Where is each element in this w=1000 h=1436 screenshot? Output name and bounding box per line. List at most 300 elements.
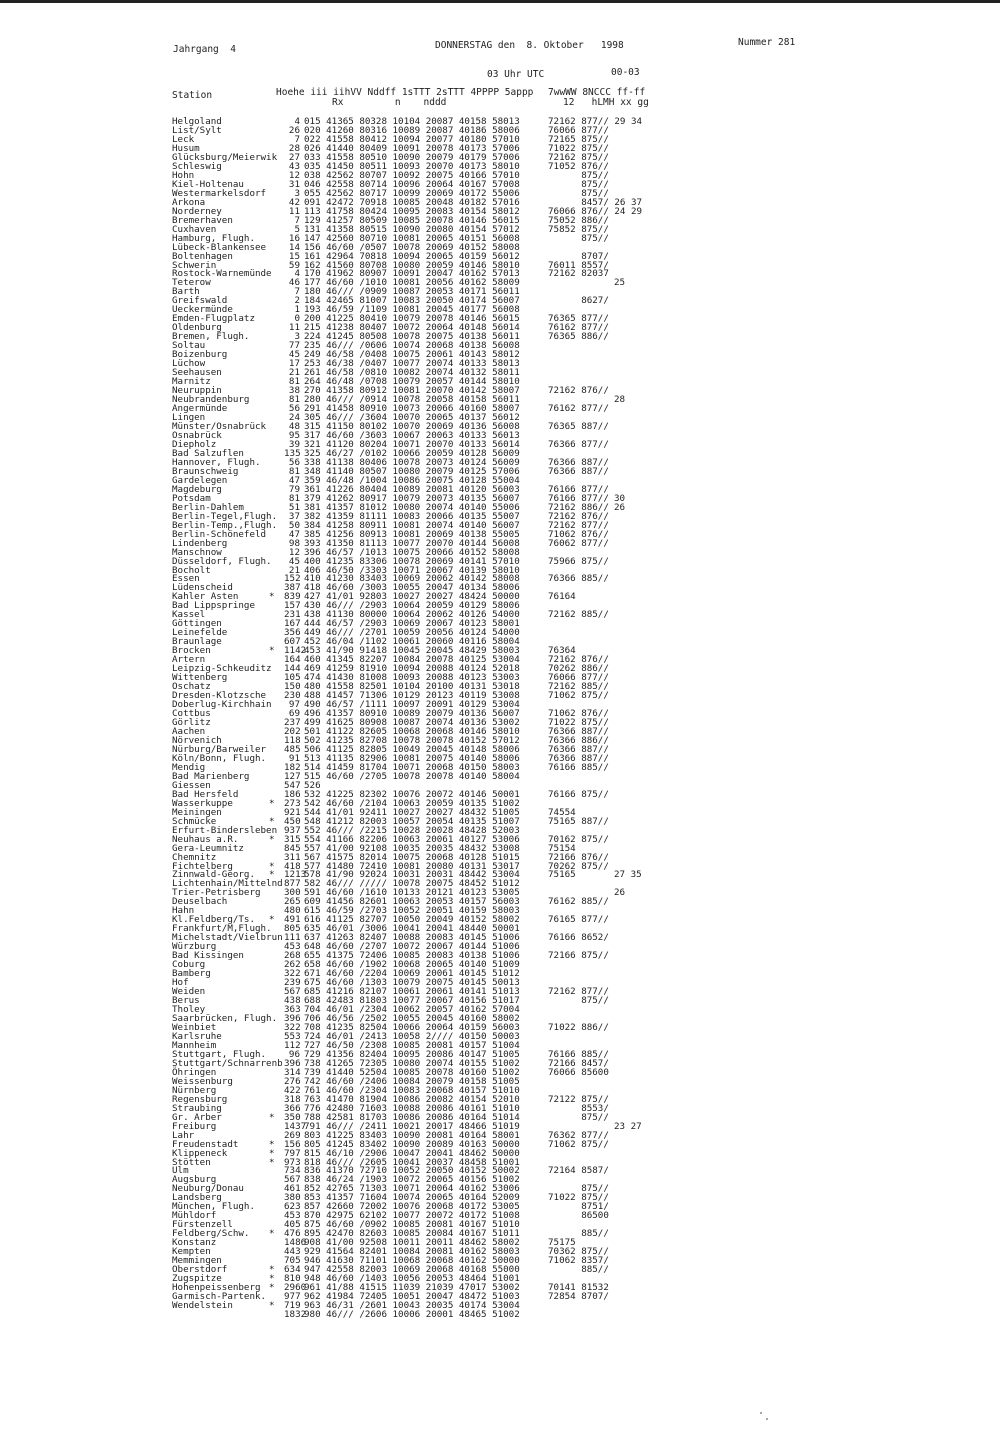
station-name: Aachen (172, 725, 206, 737)
synop-groups: 348 41140 80507 10080 20079 40125 57006 (304, 465, 520, 477)
synop-groups: 400 41235 83306 10078 20069 40141 57010 (304, 555, 520, 567)
synop-groups: 980 46/// /2606 10006 20001 48465 51002 (304, 1309, 520, 1320)
station-name: Norderney (172, 205, 222, 217)
station-name: Michelstadt/Vielbrun (172, 932, 283, 944)
station-name: Stuttgart, Flugh. (172, 1048, 267, 1060)
synop-groups: 410 41230 83403 10069 20062 40142 58008 (304, 573, 520, 585)
station-name: Kassel (172, 609, 206, 621)
synop-groups: 091 42472 70918 10085 20048 40182 57016 (304, 196, 520, 208)
weather-groups: 76066 876// 24 29 (548, 205, 643, 217)
station-height: 11 (288, 322, 300, 334)
station-name: Chemnitz (172, 851, 217, 863)
time-range-label: 00-03 (611, 67, 640, 78)
station-height: 51 (288, 501, 300, 513)
weather-groups: 76066 877// (548, 124, 609, 136)
synop-groups: 655 41375 72406 10085 20083 40138 51006 (304, 950, 520, 962)
station-name: Schleswig (172, 160, 222, 172)
station-height: 3 (294, 187, 300, 199)
weather-groups: 71022 875// (548, 142, 609, 154)
station-height: 112 (284, 1039, 301, 1051)
station-name: Helgoland (172, 116, 222, 127)
synop-groups: 253 46/38 /0407 10077 20074 40133 58013 (304, 358, 520, 370)
station-height: 547 (284, 779, 301, 791)
weather-groups: 71022 875// (548, 716, 609, 728)
synop-groups: 552 46/// /2215 10028 20028 48428 52003 (304, 824, 520, 836)
station-column-header: Station (172, 90, 213, 101)
synop-groups: 582 46/// ///// 10078 20075 48452 51012 (304, 878, 520, 890)
station-name: Stuttgart/Schnarrenb (172, 1057, 283, 1069)
station-height: 81 (288, 394, 300, 406)
station-name: Meiningen (172, 806, 222, 818)
weather-groups: 72162 876// (548, 510, 609, 522)
weather-groups: 76166 885// (548, 1048, 609, 1060)
station-height: 38 (288, 385, 300, 397)
station-name: Kahler Asten (172, 591, 239, 603)
station-name: Nörvenich (172, 734, 222, 746)
station-name: Erfurt-Bindersleben (172, 824, 278, 836)
synop-groups: 637 41263 82407 10088 20083 40145 51006 (304, 932, 520, 944)
synop-groups: 406 46/50 /3303 10071 20067 40139 58010 (304, 564, 520, 576)
station-height: 231 (284, 609, 301, 621)
weather-groups: 72162 82037 (548, 268, 609, 280)
station-name: Giessen (172, 779, 211, 791)
synop-groups: 870 42975 62102 10077 20072 40172 51008 (304, 1210, 520, 1222)
station-name: Bremerhaven (172, 214, 233, 226)
synop-groups: 929 41564 82401 10084 20081 40162 58003 (304, 1246, 520, 1258)
synop-groups: 382 41359 81111 10083 20066 40135 55007 (304, 510, 520, 522)
station-height: 7 (294, 133, 300, 145)
station-height: 182 (284, 761, 301, 773)
synop-groups: 526 (304, 779, 321, 791)
station-height: 0 (294, 313, 300, 325)
mountain-marker: * (269, 1300, 275, 1312)
measurement-column-subheaders: Rx n nddd (332, 97, 447, 108)
station-name: Oldenburg (172, 322, 222, 334)
mountain-marker: * (269, 1147, 275, 1159)
station-height: 314 (284, 1066, 301, 1078)
station-name: Wasserkuppe (172, 797, 233, 809)
station-name: Hohenpeissenberg (172, 1282, 261, 1294)
scan-speck (760, 1412, 762, 1414)
station-name: Öhringen (172, 1066, 217, 1078)
station-height: 56 (288, 403, 300, 415)
synop-groups: 193 46/59 /1109 10081 20045 40177 56008 (304, 304, 520, 316)
synop-groups: 249 46/58 /0408 10075 20061 40143 58012 (304, 349, 520, 361)
weather-groups: 76011 8557/ (548, 259, 609, 271)
station-name: Wendelstein (172, 1300, 233, 1312)
weather-groups: 875// (548, 1111, 609, 1123)
station-name: Manschnow (172, 546, 222, 558)
station-height: 186 (284, 788, 301, 800)
station-height: 1213 (284, 869, 307, 881)
synop-groups: 046 42558 80714 10096 20064 40167 57008 (304, 178, 520, 190)
synop-groups: 776 42480 71603 10088 20086 40161 51010 (304, 1102, 520, 1114)
weather-groups: 76162 877// (548, 322, 609, 334)
station-height: 634 (284, 1264, 301, 1276)
station-height: 476 (284, 1228, 301, 1240)
station-height: 366 (284, 1102, 301, 1114)
station-name: Gr. Arber (172, 1111, 222, 1123)
synop-groups: 460 41345 82207 10084 20078 40125 53004 (304, 654, 520, 666)
station-name: Freiburg (172, 1120, 217, 1132)
synop-groups: 418 46/60 /3003 10055 20047 40134 58006 (304, 582, 520, 594)
synop-groups: 291 41458 80910 10073 20066 40160 58007 (304, 403, 520, 415)
weather-groups: 76066 85600 (548, 1066, 609, 1078)
weather-groups: 71022 875// (548, 1192, 609, 1204)
station-name: Leinefelde (172, 627, 228, 639)
station-name: Teterow (172, 277, 211, 289)
station-height: 56 (288, 456, 300, 468)
synop-groups: 444 46/57 /2903 10069 20067 40123 58001 (304, 618, 520, 630)
synop-groups: 161 42964 70818 10094 20065 40159 56012 (304, 250, 520, 262)
station-height: 380 (284, 1192, 301, 1204)
weather-groups: 74554 (548, 806, 576, 818)
station-height: 2960 (284, 1282, 307, 1294)
weather-groups: 70362 875// (548, 1246, 609, 1258)
synop-groups: 788 42581 81703 10086 20086 40164 51014 (304, 1111, 520, 1123)
synop-groups: 738 41265 72305 10080 20074 40155 51002 (304, 1057, 520, 1069)
station-name: Bad Salzuflen (172, 447, 244, 459)
synop-groups: 452 46/04 /1102 10061 20060 40116 58004 (304, 636, 520, 648)
synop-groups: 591 46/60 /1610 10133 20121 40123 53005 (304, 887, 520, 899)
station-height: 46 (288, 277, 300, 289)
weather-groups: 76366 887// (548, 465, 609, 477)
station-name: München, Flugh. (172, 1201, 255, 1213)
synop-groups: 554 41166 82206 10063 20061 40127 53006 (304, 833, 520, 845)
station-name: Hohn (172, 169, 195, 181)
measurement-column-headers: Hoehe iii iihVV Nddff 1sTTT 2sTTT 4PPPP 5appp (276, 87, 534, 98)
station-height: 111 (284, 932, 301, 944)
synop-groups: 513 41135 82906 10081 20075 40140 58006 (304, 752, 520, 764)
station-height: 12 (288, 169, 300, 181)
synop-groups: 567 41575 82014 10075 20068 40128 51015 (304, 851, 520, 863)
weather-groups: 71062 8357/ (548, 1255, 609, 1267)
station-height: 422 (284, 1084, 301, 1096)
station-name: Lübeck-Blankensee (172, 241, 267, 253)
synop-groups: 022 41558 80412 10094 20077 40180 57010 (304, 133, 520, 145)
station-name: Ueckermünde (172, 304, 233, 316)
station-height: 7 (294, 214, 300, 226)
station-name: Mühldorf (172, 1210, 217, 1222)
station-height: 805 (284, 923, 301, 935)
station-name: Lahr (172, 1129, 195, 1141)
station-height: 438 (284, 995, 301, 1007)
synop-groups: 147 42560 80710 10081 20065 40151 56008 (304, 232, 520, 244)
synop-groups: 688 42483 81803 10077 20067 40156 51017 (304, 995, 520, 1007)
weather-groups: 76366 887// (548, 752, 609, 764)
extra-groups: 30 (614, 492, 626, 504)
mountain-marker: * (269, 815, 275, 827)
station-name: Berlin-Schönefeld (172, 528, 267, 540)
weather-groups: 76062 877// (548, 537, 609, 549)
synop-groups: 724 46/01 /2413 10058 2//// 40150 50003 (304, 1030, 520, 1042)
synop-groups: 384 41258 80911 10081 20074 40140 56007 (304, 519, 520, 531)
station-name: Bad Hersfeld (172, 788, 239, 800)
synop-groups: 685 41216 82107 10061 20061 40141 51013 (304, 986, 520, 998)
synop-groups: 162 41560 80708 10080 20059 40146 58010 (304, 259, 520, 271)
synop-groups: 453 41/90 91418 10045 20045 48429 58003 (304, 645, 520, 657)
weather-groups: 72122 875// (548, 1093, 609, 1105)
synop-groups: 379 41262 80917 10079 20073 40135 56007 (304, 492, 520, 504)
station-name: Oberstdorf (172, 1264, 228, 1276)
station-height: 91 (288, 752, 300, 764)
synop-groups: 170 41962 80907 10091 20047 40162 57013 (304, 268, 520, 280)
weather-groups: 885// (548, 1228, 609, 1240)
station-height: 27 (288, 151, 300, 163)
station-name: Weinbiet (172, 1021, 217, 1033)
station-height: 453 (284, 1210, 301, 1222)
station-name: Potsdam (172, 492, 211, 504)
station-name: Straubing (172, 1102, 222, 1114)
synop-groups: 739 41440 52504 10085 20078 40160 51002 (304, 1066, 520, 1078)
synop-groups: 805 41245 83402 10090 20089 40163 50000 (304, 1138, 520, 1150)
weather-groups: 71062 876// (548, 708, 609, 720)
station-height: 96 (288, 1048, 300, 1060)
synop-groups: 615 46/59 /2703 10052 20051 40159 58003 (304, 905, 520, 917)
station-height: 28 (288, 142, 300, 154)
station-height: 453 (284, 941, 301, 953)
weather-groups: 8627/ (548, 295, 609, 307)
station-height: 127 (284, 770, 301, 782)
station-height: 135 (284, 447, 301, 459)
station-name: Düsseldorf, Flugh. (172, 555, 272, 567)
weather-groups: 70162 875// (548, 833, 609, 845)
synop-groups: 035 41450 80511 10093 20070 40173 58010 (304, 160, 520, 172)
weather-groups: 75175 (548, 1237, 576, 1249)
synop-groups: 616 41125 82707 10050 20049 40152 58002 (304, 914, 520, 926)
weather-groups: 75165 887// (548, 815, 609, 827)
synop-groups: 438 41130 80000 10064 20062 40126 54000 (304, 609, 520, 621)
synop-groups: 321 41120 80204 10071 20070 40133 56014 (304, 438, 520, 450)
station-height: 977 (284, 1291, 301, 1303)
synop-groups: 875 46/60 /0902 10085 20081 40167 51010 (304, 1219, 520, 1231)
synop-groups: 578 41/90 92024 10031 20031 48442 53004 (304, 869, 520, 881)
weather-groups: 86500 (548, 1210, 609, 1222)
weather-groups: 72162 875// (548, 151, 609, 163)
station-height: 734 (284, 1165, 301, 1177)
station-name: Brocken (172, 645, 211, 657)
station-name: Berlin-Temp.,Flugh. (172, 519, 278, 531)
weather-groups: 75154 (548, 842, 576, 854)
station-height: 144 (284, 663, 301, 675)
weather-groups: 72162 877// (548, 519, 609, 531)
station-height: 318 (284, 1093, 301, 1105)
station-height: 24 (288, 412, 300, 423)
station-name: Klippeneck (172, 1147, 228, 1159)
station-height: 567 (284, 1174, 301, 1186)
synop-groups: 727 46/50 /2308 10085 20081 40157 51004 (304, 1039, 520, 1051)
station-name: Emden-Flugplatz (172, 313, 255, 325)
station-height: 705 (284, 1255, 301, 1267)
synop-groups: 499 41625 80908 10087 20074 40136 53002 (304, 716, 520, 728)
station-name: Weiden (172, 986, 206, 998)
station-name: Doberlug-Kirchhain (172, 699, 272, 711)
station-height: 623 (284, 1201, 301, 1213)
station-height: 396 (284, 1057, 301, 1069)
station-height: 42 (288, 196, 300, 208)
station-height: 311 (284, 851, 301, 863)
mountain-marker: * (269, 914, 275, 926)
station-name: Braunschweig (172, 465, 239, 477)
weather-groups: 76362 877// (548, 1129, 609, 1141)
station-name: Fürstenzell (172, 1219, 233, 1231)
station-name: Würzburg (172, 941, 217, 953)
synop-column-subheaders: 12 hLMH xx gg (563, 97, 649, 108)
station-height: 387 (284, 582, 301, 594)
weather-groups: 72166 8457/ (548, 1057, 609, 1069)
station-name: Husum (172, 142, 200, 154)
extra-groups: 26 (614, 887, 626, 899)
jahrgang-label: Jahrgang 4 (173, 44, 236, 55)
station-height: 797 (284, 1147, 301, 1159)
weather-groups: 71062 875// (548, 690, 609, 702)
station-name: Zinnwald-Georg. (172, 869, 255, 881)
station-name: Bad Marienberg (172, 770, 250, 782)
station-height: 97 (288, 699, 300, 711)
station-name: Rostock-Warnemünde (172, 268, 272, 280)
station-name: Bocholt (172, 564, 211, 576)
synop-groups: 515 46/60 /2705 10078 20078 40140 58004 (304, 770, 520, 782)
station-height: 443 (284, 1246, 301, 1258)
synop-groups: 838 46/24 /1903 10072 20065 40156 51002 (304, 1174, 520, 1186)
station-name: Schwerin (172, 259, 217, 271)
station-height: 45 (288, 349, 300, 361)
station-name: Konstanz (172, 1237, 217, 1249)
synop-groups: 270 41358 80912 10081 20070 40142 58007 (304, 385, 520, 397)
mountain-marker: * (269, 591, 275, 603)
station-height: 16 (288, 232, 300, 244)
synop-groups: 852 42765 71303 10071 20064 40162 53006 (304, 1183, 520, 1195)
station-name: Fichtelberg (172, 860, 233, 872)
synop-groups: 055 42562 80717 10099 20069 40172 55006 (304, 187, 520, 199)
weather-groups: 76366 886// (548, 734, 609, 746)
weather-groups: 76166 877// (548, 492, 609, 504)
synop-groups: 506 41125 82805 10049 20045 40148 58006 (304, 743, 520, 755)
weather-groups: 72166 876// (548, 851, 609, 863)
station-name: Berlin-Dahlem (172, 501, 244, 513)
synop-column-headers: 7wwWW 8NCCC ff-ff (548, 87, 646, 98)
station-height: 450 (284, 815, 301, 827)
station-name: Bad Kissingen (172, 950, 244, 962)
extra-groups: 27 35 (614, 869, 642, 881)
synop-groups: 449 46/// /2701 10059 20056 40124 54000 (304, 627, 520, 639)
weather-groups: 76162 877// (548, 403, 609, 415)
station-height: 50 (288, 519, 300, 531)
station-height: 1832 (284, 1309, 307, 1320)
station-name: Artern (172, 654, 206, 666)
weather-groups: 76066 877// (548, 672, 609, 684)
synop-groups: 359 46/48 /1004 10086 20075 40128 55004 (304, 474, 520, 486)
weather-groups: 72165 875// (548, 133, 609, 145)
station-name: Magdeburg (172, 483, 222, 495)
station-name: Neuruppin (172, 385, 222, 397)
station-name: Kempten (172, 1246, 211, 1258)
mountain-marker: * (269, 1282, 275, 1294)
mountain-marker: * (269, 833, 275, 845)
station-height: 265 (284, 896, 301, 908)
weather-groups: 875// (548, 178, 609, 190)
station-height: 937 (284, 824, 301, 836)
station-height: 2 (294, 295, 300, 307)
weather-groups: 72162 877// 29 34 (548, 116, 643, 127)
mountain-marker: * (269, 1111, 275, 1123)
synop-groups: 490 46/57 /1111 10097 20091 40129 53004 (304, 699, 520, 711)
station-name: Zugspitze (172, 1273, 222, 1285)
station-height: 300 (284, 887, 301, 899)
synop-groups: 761 46/60 /2304 10083 20068 40157 51010 (304, 1084, 520, 1096)
synop-groups: 264 46/48 /0708 10079 20057 40144 58010 (304, 376, 520, 388)
synop-groups: 544 41/01 92411 10027 20027 48432 51005 (304, 806, 520, 818)
station-height: 81 (288, 465, 300, 477)
station-height: 269 (284, 1129, 301, 1141)
station-name: Leck (172, 133, 195, 145)
station-name: Bad Lippspringe (172, 600, 255, 612)
station-height: 7 (294, 286, 300, 298)
station-name: Münster/Osnabrück (172, 420, 267, 432)
station-height: 31 (288, 178, 300, 190)
synop-groups: 474 41430 81008 10093 20088 40123 53003 (304, 672, 520, 684)
top-border-line (0, 0, 1000, 3)
synop-groups: 215 41238 80407 10072 20064 40148 56014 (304, 322, 520, 334)
station-name: Neuburg/Donau (172, 1183, 244, 1195)
station-name: Lüdenscheid (172, 582, 233, 594)
synop-groups: 315 41150 80102 10070 20069 40136 56008 (304, 420, 520, 432)
station-height: 47 (288, 528, 300, 540)
station-name: Greifswald (172, 295, 228, 307)
synop-groups: 763 41470 81904 10086 20082 40154 52010 (304, 1093, 520, 1105)
station-height: 239 (284, 977, 301, 989)
station-name: Coburg (172, 959, 206, 971)
station-name: List/Sylt (172, 124, 222, 136)
weather-groups: 76366 885// (548, 573, 609, 585)
weather-groups: 72164 8587/ (548, 1165, 609, 1177)
station-name: Landsberg (172, 1192, 222, 1204)
synop-groups: 280 46/// /0914 10078 20058 40158 56011 (304, 394, 520, 406)
extra-groups: 25 (614, 277, 626, 289)
weather-groups: 72166 875// (548, 950, 609, 962)
issue-number: Nummer 281 (738, 37, 796, 48)
station-name: Westermarkelsdorf (172, 187, 267, 199)
station-name: Hamburg, Flugh. (172, 232, 255, 244)
synop-groups: 704 46/01 /2304 10062 20057 40162 57004 (304, 1004, 520, 1016)
station-name: Tholey (172, 1004, 206, 1016)
synop-groups: 815 46/10 /2906 10047 20041 48462 50000 (304, 1147, 520, 1159)
weather-groups: 71062 875// (548, 1138, 609, 1150)
weather-groups: 76166 875// (548, 788, 609, 800)
weather-groups: 8707/ (548, 250, 609, 262)
mountain-marker: * (269, 1273, 275, 1285)
synop-groups: 706 46/56 /2502 10055 20045 40160 58002 (304, 1013, 520, 1024)
station-height: 262 (284, 959, 301, 971)
synop-groups: 015 41365 80328 10104 20087 40158 58013 (304, 116, 520, 127)
extra-groups: 28 (614, 394, 626, 406)
synop-groups: 033 41558 80510 10090 20079 40179 57006 (304, 151, 520, 163)
station-name: Memmingen (172, 1255, 222, 1267)
weather-groups: 70262 875// (548, 860, 609, 872)
station-height: 37 (288, 510, 300, 522)
synop-groups: 803 41225 83403 10090 20081 40164 58001 (304, 1129, 520, 1141)
station-height: 21 (288, 564, 300, 576)
station-name: Kl.Feldberg/Ts. (172, 914, 255, 926)
station-height: 810 (284, 1273, 301, 1285)
station-name: Boizenburg (172, 349, 228, 361)
synop-groups: 857 42660 72002 10076 20068 40172 53005 (304, 1201, 520, 1213)
station-name: Bamberg (172, 968, 211, 980)
time-utc-label: 03 Uhr UTC (487, 69, 545, 80)
station-name: Mannheim (172, 1039, 217, 1051)
station-name: Bremen, Flugh. (172, 331, 250, 343)
synop-groups: 609 41456 82601 10063 20053 40157 56003 (304, 896, 520, 908)
